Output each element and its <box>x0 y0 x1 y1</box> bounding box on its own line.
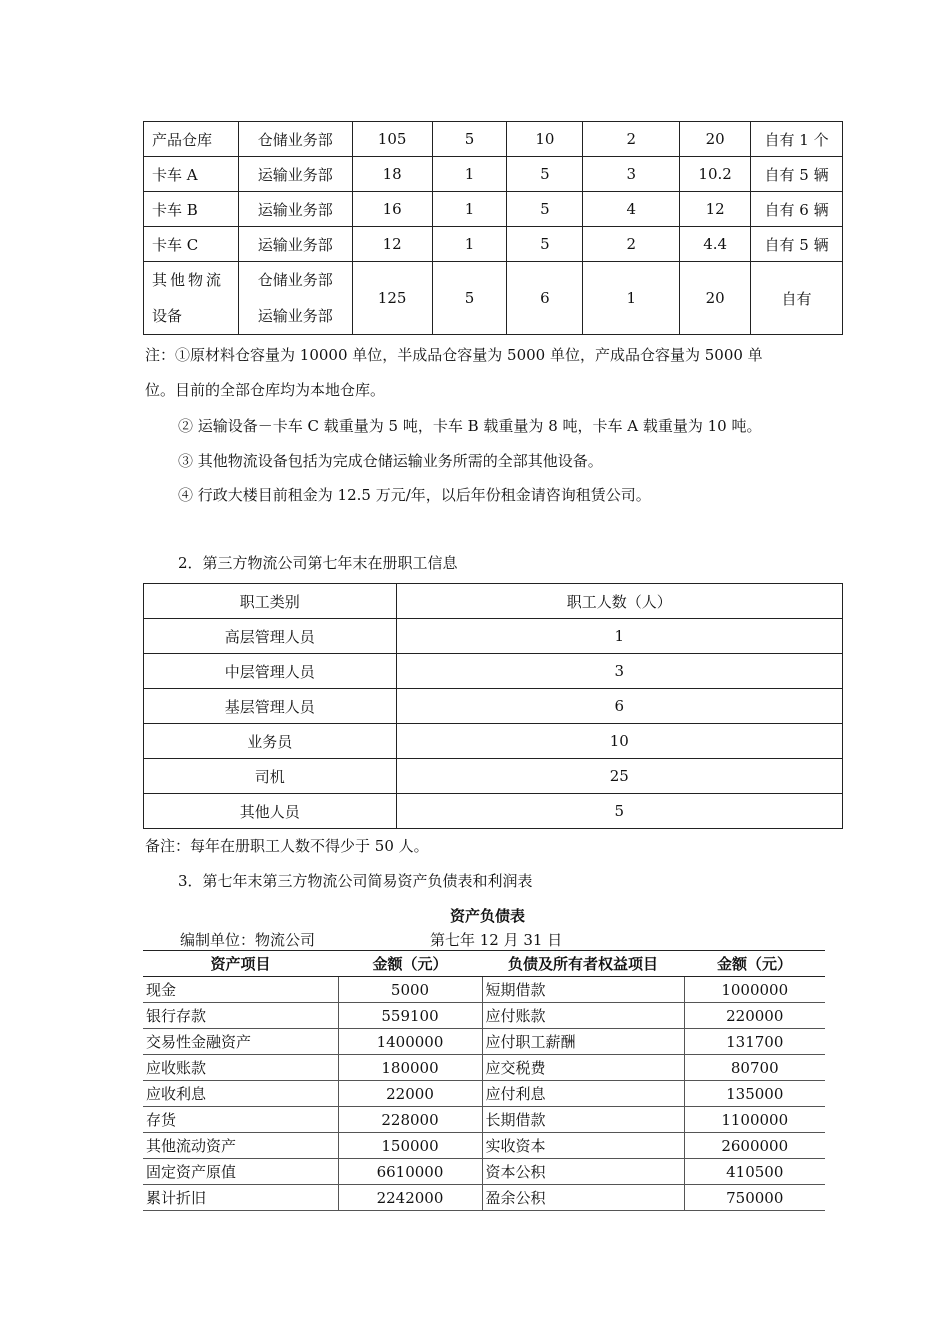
equipment-name-line: 设备 <box>152 307 183 325</box>
table-cell: 1 <box>396 619 842 654</box>
equipment-dept: 运输业务部 <box>238 227 352 262</box>
note-1-line-2: 位。目前的全部仓库均为本地仓库。 <box>145 381 386 399</box>
table-cell: 应收利息 <box>143 1081 338 1107</box>
table-row <box>143 977 825 1003</box>
equipment-dept <box>238 262 352 335</box>
table-cell: 应付利息 <box>482 1081 684 1107</box>
table-cell: 10 <box>507 122 583 157</box>
table-cell: 131700 <box>684 1029 825 1055</box>
column-header: 职工人数（人） <box>396 584 842 619</box>
table-cell: 1400000 <box>338 1029 482 1055</box>
table-cell: 其他人员 <box>144 794 397 829</box>
table-cell: 3 <box>396 654 842 689</box>
table-cell: 1100000 <box>684 1107 825 1133</box>
table-cell: 1000000 <box>684 977 825 1003</box>
equipment-name-line: 其他物流 <box>152 271 225 289</box>
table-cell: 2 <box>583 122 680 157</box>
table-cell: 150000 <box>338 1133 482 1159</box>
equipment-table <box>143 121 843 335</box>
table-cell: 5000 <box>338 977 482 1003</box>
table-cell: 135000 <box>684 1081 825 1107</box>
table-row <box>144 619 843 654</box>
table-cell: 实收资本 <box>482 1133 684 1159</box>
table-cell: 5 <box>507 192 583 227</box>
column-header: 资产项目 <box>143 951 338 977</box>
table-cell: 基层管理人员 <box>144 689 397 724</box>
table-cell: 应收账款 <box>143 1055 338 1081</box>
table-cell: 1 <box>432 157 507 192</box>
table-cell: 1 <box>432 192 507 227</box>
table-row <box>143 1185 825 1211</box>
table-row <box>144 759 843 794</box>
table-cell: 长期借款 <box>482 1107 684 1133</box>
table-row <box>144 157 843 192</box>
equipment-name: 卡车 A <box>144 157 239 192</box>
table-cell: 3 <box>583 157 680 192</box>
table-cell: 存货 <box>143 1107 338 1133</box>
equipment-dept: 运输业务部 <box>238 157 352 192</box>
table-cell: 自有 6 辆 <box>751 192 843 227</box>
table-cell: 盈余公积 <box>482 1185 684 1211</box>
table-cell: 司机 <box>144 759 397 794</box>
section-heading-staff: 2．第三方物流公司第七年末在册职工信息 <box>178 554 458 572</box>
table-cell: 22000 <box>338 1081 482 1107</box>
column-header: 职工类别 <box>144 584 397 619</box>
equipment-name: 卡车 B <box>144 192 239 227</box>
equipment-dept: 运输业务部 <box>238 192 352 227</box>
note-3: ③ 其他物流设备包括为完成仓储运输业务所需的全部其他设备。 <box>178 452 603 470</box>
balance-sheet-unit: 编制单位：物流公司 <box>180 931 316 949</box>
table-cell: 固定资产原值 <box>143 1159 338 1185</box>
table-cell: 应付职工薪酬 <box>482 1029 684 1055</box>
table-cell: 5 <box>507 227 583 262</box>
table-cell: 180000 <box>338 1055 482 1081</box>
balance-sheet-table <box>143 950 825 1211</box>
table-cell: 20 <box>680 122 751 157</box>
staff-table <box>143 583 843 829</box>
table-cell: 25 <box>396 759 842 794</box>
table-cell: 10 <box>396 724 842 759</box>
table-row <box>144 794 843 829</box>
table-cell: 12 <box>680 192 751 227</box>
table-cell: 5 <box>432 122 507 157</box>
table-cell: 累计折旧 <box>143 1185 338 1211</box>
table-row <box>143 1029 825 1055</box>
table-cell: 5 <box>396 794 842 829</box>
table-row <box>144 262 843 335</box>
table-cell: 自有 5 辆 <box>751 157 843 192</box>
table-row <box>143 1003 825 1029</box>
note-4: ④ 行政大楼目前租金为 12.5 万元/年，以后年份租金请咨询租赁公司。 <box>178 486 651 504</box>
table-cell: 4.4 <box>680 227 751 262</box>
table-cell: 12 <box>352 227 432 262</box>
table-cell: 80700 <box>684 1055 825 1081</box>
table-row <box>144 192 843 227</box>
table-cell: 交易性金融资产 <box>143 1029 338 1055</box>
equipment-dept-line: 仓储业务部 <box>257 271 333 289</box>
table-row <box>144 724 843 759</box>
table-row <box>143 1133 825 1159</box>
table-cell: 220000 <box>684 1003 825 1029</box>
table-row <box>143 1107 825 1133</box>
equipment-dept-line: 运输业务部 <box>257 307 333 325</box>
table-row <box>143 1055 825 1081</box>
table-cell: 6 <box>507 262 583 335</box>
table-cell: 2242000 <box>338 1185 482 1211</box>
table-cell: 559100 <box>338 1003 482 1029</box>
table-cell: 5 <box>507 157 583 192</box>
table-row <box>144 689 843 724</box>
table-cell: 105 <box>352 122 432 157</box>
table-cell: 6610000 <box>338 1159 482 1185</box>
equipment-name: 卡车 C <box>144 227 239 262</box>
note-2: ② 运输设备－卡车 C 载重量为 5 吨，卡车 B 载重量为 8 吨，卡车 A 载重量为 10 吨。 <box>178 417 762 435</box>
table-cell: 1 <box>432 227 507 262</box>
balance-sheet-date: 第七年 12 月 31 日 <box>430 931 563 949</box>
table-cell: 自有 5 辆 <box>751 227 843 262</box>
staff-remark: 备注：每年在册职工人数不得少于 50 人。 <box>145 837 429 855</box>
table-cell: 5 <box>432 262 507 335</box>
table-cell: 应付账款 <box>482 1003 684 1029</box>
table-cell: 应交税费 <box>482 1055 684 1081</box>
table-cell: 2 <box>583 227 680 262</box>
equipment-name <box>144 262 239 335</box>
table-cell: 1 <box>583 262 680 335</box>
table-cell: 短期借款 <box>482 977 684 1003</box>
table-cell: 750000 <box>684 1185 825 1211</box>
table-cell: 20 <box>680 262 751 335</box>
note-1-line-1: 注：①原材料仓容量为 10000 单位，半成品仓容量为 5000 单位，产成品仓容量为 5000 单 <box>145 346 763 364</box>
table-cell: 现金 <box>143 977 338 1003</box>
table-cell: 4 <box>583 192 680 227</box>
table-cell: 228000 <box>338 1107 482 1133</box>
table-row <box>144 122 843 157</box>
column-header: 金额（元） <box>338 951 482 977</box>
table-cell: 18 <box>352 157 432 192</box>
table-cell: 资本公积 <box>482 1159 684 1185</box>
table-cell: 16 <box>352 192 432 227</box>
table-cell: 业务员 <box>144 724 397 759</box>
table-cell: 高层管理人员 <box>144 619 397 654</box>
table-row <box>144 654 843 689</box>
table-row <box>143 1081 825 1107</box>
balance-sheet-title: 资产负债表 <box>450 907 526 925</box>
table-row <box>144 227 843 262</box>
table-cell: 2600000 <box>684 1133 825 1159</box>
table-cell: 银行存款 <box>143 1003 338 1029</box>
table-row <box>143 1159 825 1185</box>
table-cell: 125 <box>352 262 432 335</box>
column-header: 负债及所有者权益项目 <box>482 951 684 977</box>
equipment-name: 产品仓库 <box>144 122 239 157</box>
table-cell: 10.2 <box>680 157 751 192</box>
table-header-row <box>144 584 843 619</box>
table-cell: 中层管理人员 <box>144 654 397 689</box>
table-cell: 410500 <box>684 1159 825 1185</box>
table-cell: 自有 1 个 <box>751 122 843 157</box>
table-cell: 6 <box>396 689 842 724</box>
table-cell: 其他流动资产 <box>143 1133 338 1159</box>
section-heading-balance: 3．第七年末第三方物流公司简易资产负债表和利润表 <box>178 872 533 890</box>
table-cell: 自有 <box>751 262 843 335</box>
equipment-dept: 仓储业务部 <box>238 122 352 157</box>
table-header-row <box>143 951 825 977</box>
column-header: 金额（元） <box>684 951 825 977</box>
